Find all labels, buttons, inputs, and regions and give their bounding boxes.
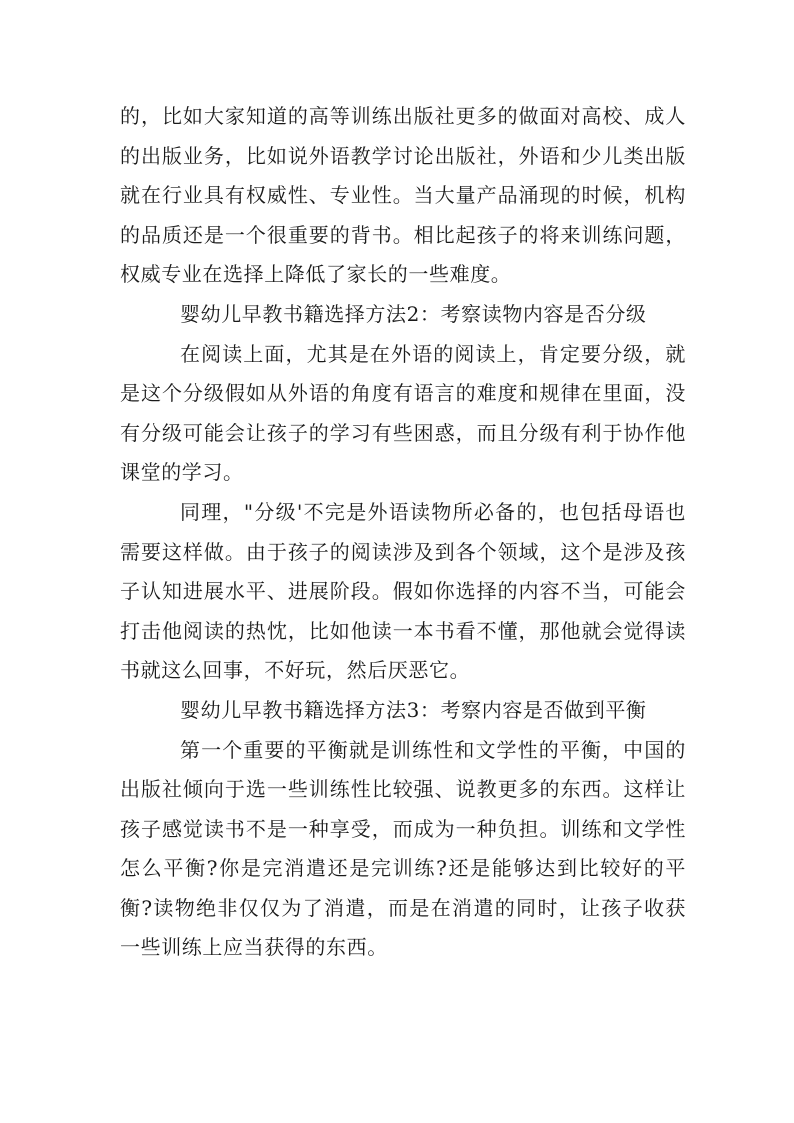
paragraph-reading-levels: 在阅读上面，尤其是在外语的阅读上，肯定要分级，就是这个分级假如从外语的角度有语言的难度和规律在里面，没有分级可能会让孩子的学习有些困惑，而且分级有利于协作他课堂的学习。 bbox=[120, 341, 686, 485]
document-body bbox=[120, 97, 686, 968]
section-heading-method-3: 婴幼儿早教书籍选择方法3：考察内容是否做到平衡 bbox=[180, 697, 647, 722]
paragraph-continuation: 的，比如大家知道的高等训练出版社更多的做面对高校、成人的出版业务，比如说外语教学讨论出版社，外语和少儿类出版就在行业具有权威性、专业性。当大量产品涌现的时候，机构的品质还是一个很重要的背书。相比起孩子的将来训练问题，权威专业在选择上降低了家长的一些难度。 bbox=[120, 104, 686, 287]
section-heading-method-2: 婴幼儿早教书籍选择方法2：考察读物内容是否分级 bbox=[180, 301, 647, 326]
paragraph-grading-rationale: 同理，"分级'不完是外语读物所必备的，也包括母语也需要这样做。由于孩子的阅读涉及到各个领域，这个是涉及孩子认知进展水平、进展阶段。假如你选择的内容不当，可能会打击他阅读的热忱，比如他读一本书看不懂，那他就会觉得读书就这么回事，不好玩，然后厌恶它。 bbox=[120, 499, 686, 683]
paragraph-balance: 第一个重要的平衡就是训练性和文学性的平衡，中国的出版社倾向于选一些训练性比较强、说教更多的东西。这样让孩子感觉读书不是一种享受，而成为一种负担。训练和文学性怎么平衡?你是完消遣还是完训练?还是能够达到比较好的平衡?读物绝非仅仅为了消遣，而是在消遣的同时，让孩子收获一些训练上应当获得的东西。 bbox=[120, 737, 686, 960]
